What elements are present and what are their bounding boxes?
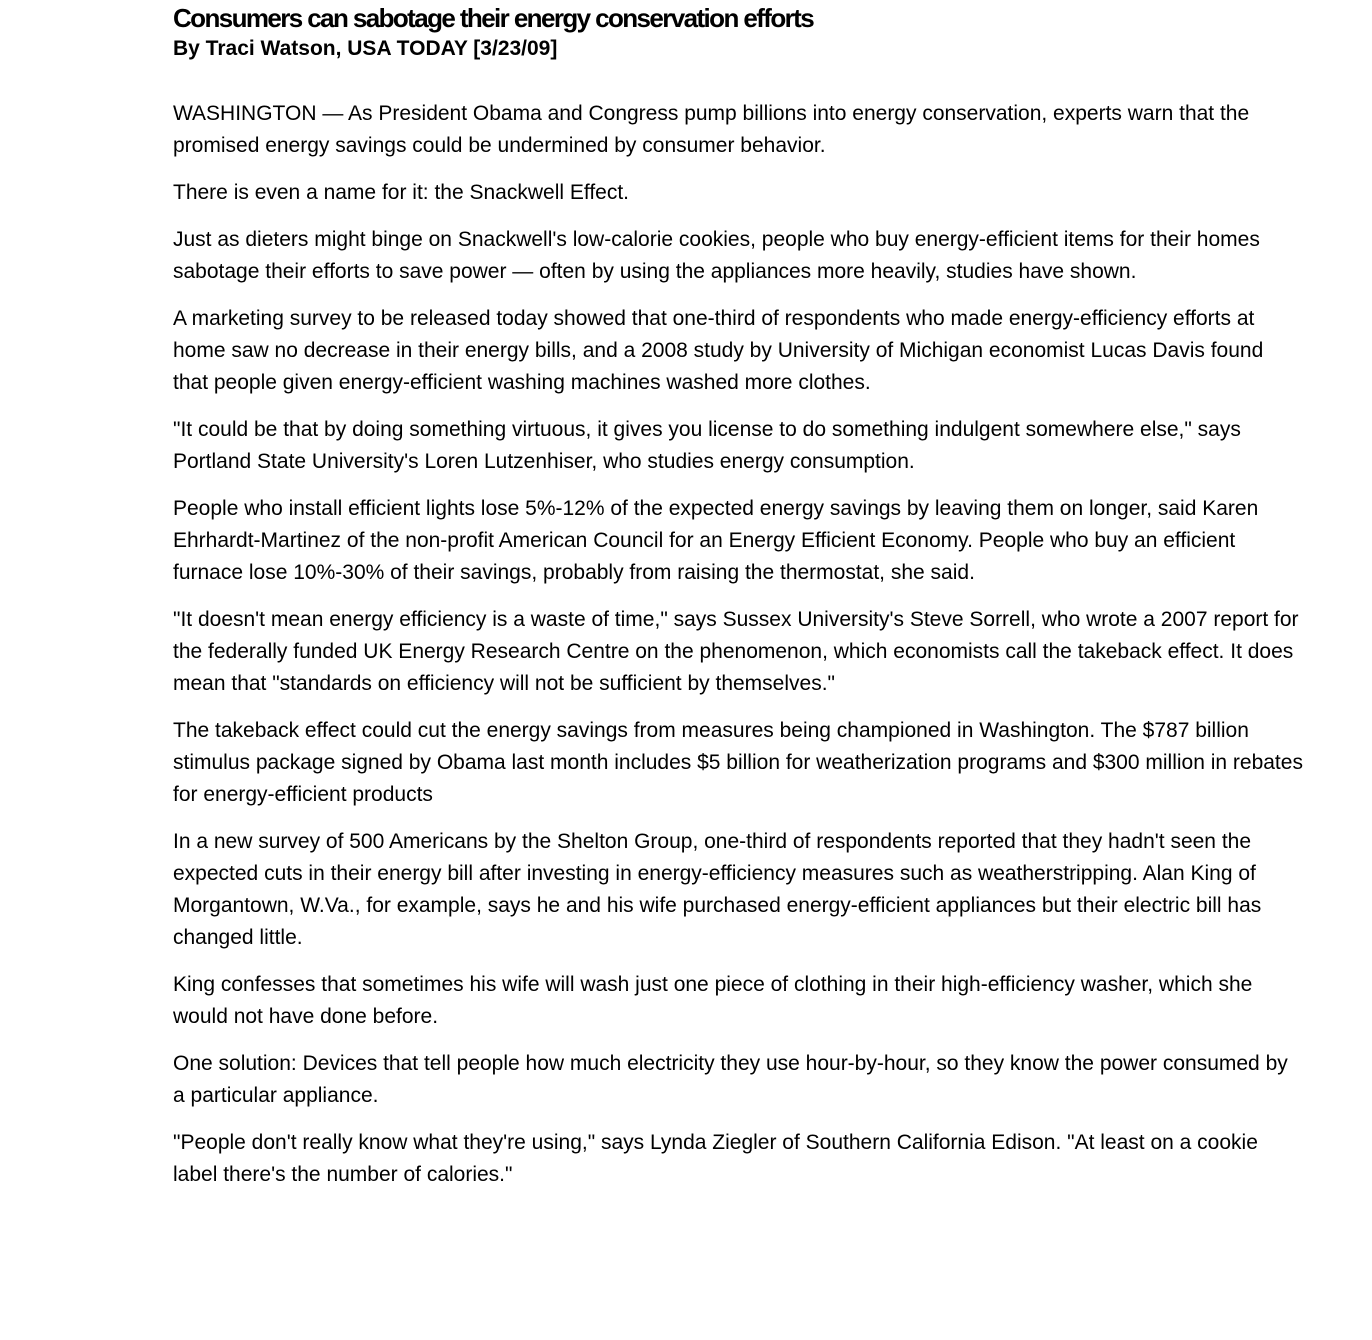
article-paragraph: A marketing survey to be released today showed that one-third of respondents who made energy-efficiency efforts at home saw no decrease in their energy bills, and a 2008 study by University of Michigan economist Lucas Davis found that people given energy-efficient washing machines washed more clothes. (173, 307, 1264, 394)
article-paragraph: People who install efficient lights lose 5%-12% of the expected energy savings by leaving them on longer, said Karen Ehrhardt-Martinez of the non-profit American Council for an Energy Efficient Economy. People who buy an efficient furnace lose 10%-30% of their savings, probably from raising the thermostat, she said. (173, 497, 1259, 584)
article-paragraph: "It could be that by doing something virtuous, it gives you license to do something indulgent somewhere else," says Portland State University's Loren Lutzenhiser, who studies energy consumption. (173, 418, 1241, 473)
article-paragraph: The takeback effect could cut the energy savings from measures being championed in Washington. The $787 billion stimulus package signed by Obama last month includes $5 billion for weatherization programs and $300 million in rebates for energy-efficient products (173, 719, 1303, 806)
article-paragraph: There is even a name for it: the Snackwell Effect. (173, 181, 630, 204)
article-paragraph: One solution: Devices that tell people how much electricity they use hour-by-hour, so they know the power consumed by a particular appliance. (173, 1052, 1288, 1107)
article-paragraph: "It doesn't mean energy efficiency is a waste of time," says Sussex University's Steve Sorrell, who wrote a 2007 report for the federally funded UK Energy Research Centre on the phenomenon, which economists call the takeback effect. It does mean that "standards on efficiency will not be sufficient by themselves." (173, 608, 1299, 695)
article-byline: By Traci Watson, USA TODAY [3/23/09] (173, 37, 558, 60)
article-body (173, 98, 1303, 1191)
article-paragraph: WASHINGTON — As President Obama and Congress pump billions into energy conservation, experts warn that the promised energy savings could be undermined by consumer behavior. (173, 102, 1250, 157)
article-paragraph: King confesses that sometimes his wife will wash just one piece of clothing in their high-efficiency washer, which she would not have done before. (173, 973, 1253, 1028)
article-paragraph: Just as dieters might binge on Snackwell's low-calorie cookies, people who buy energy-efficient items for their homes sabotage their efforts to save power — often by using the appliances more heavily, studies have shown. (173, 228, 1260, 283)
article (173, 0, 1303, 1206)
article-headline: Consumers can sabotage their energy conservation efforts (173, 3, 814, 33)
article-paragraph: "People don't really know what they're using," says Lynda Ziegler of Southern California Edison. "At least on a cookie label there's the number of calories." (173, 1131, 1258, 1186)
article-paragraph: In a new survey of 500 Americans by the Shelton Group, one-third of respondents reported that they hadn't seen the expected cuts in their energy bill after investing in energy-efficiency measures such as weatherstripping. Alan King of Morgantown, W.Va., for example, says he and his wife purchased energy-efficient appliances but their electric bill has changed little. (173, 830, 1262, 949)
